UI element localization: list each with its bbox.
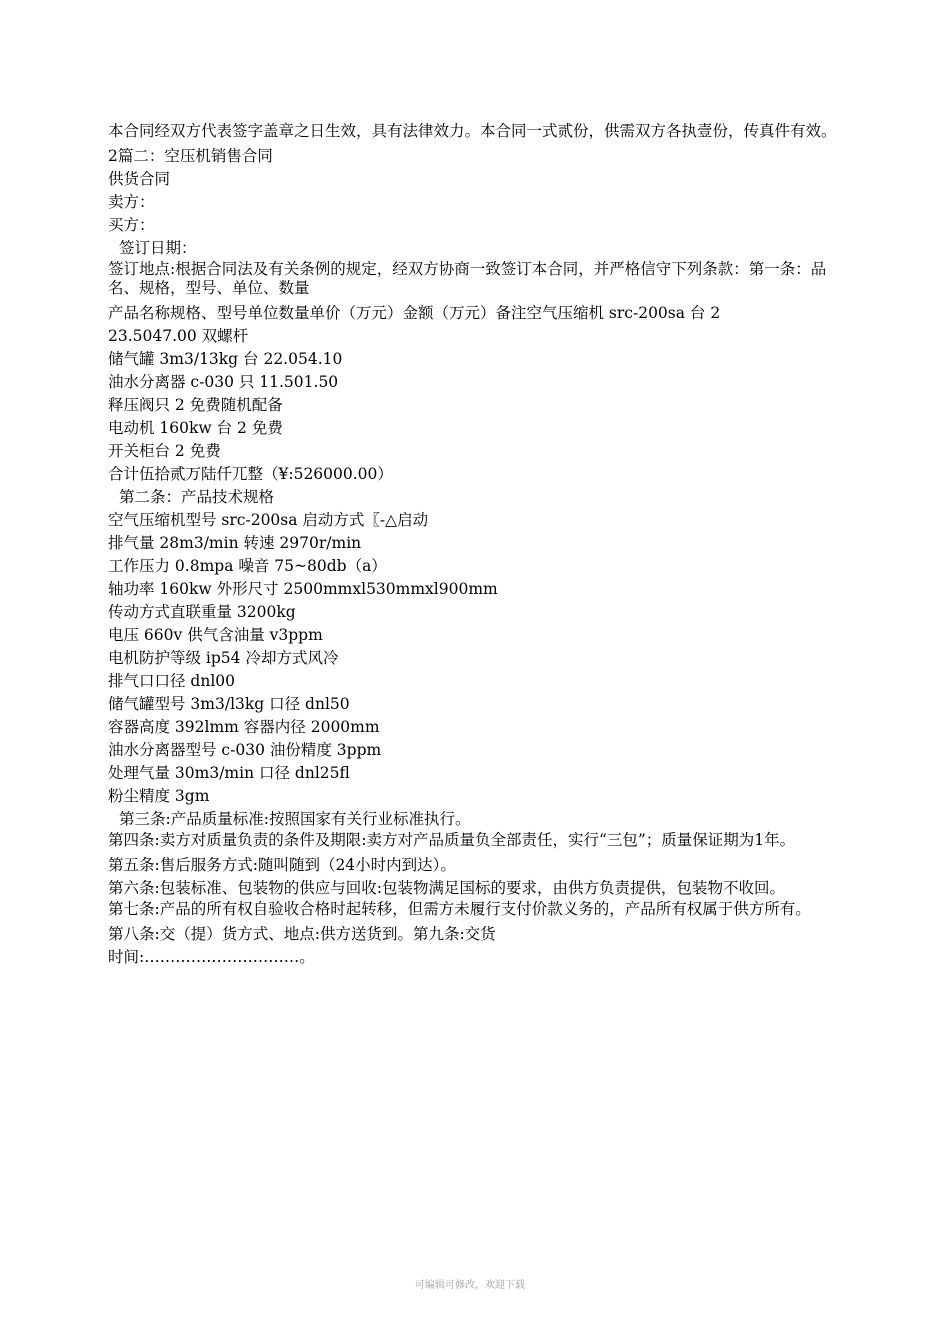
text-line: 处理气量 30m3/min 口径 dnl25fl — [108, 764, 350, 782]
text-line: 本合同经双方代表签字盖章之日生效，具有法律效力。本合同一式贰份，供需双方各执壹份，传真件有效。 — [108, 122, 837, 140]
text-line: 储气罐型号 3m3/l3kg 口径 dnl50 — [108, 695, 350, 713]
contract-title: 供货合同 — [108, 170, 171, 188]
buyer-field: 买方： — [108, 216, 155, 234]
sign-date-field: 签订日期： — [119, 239, 197, 257]
text-line: 第六条:包装标准、包装物的供应与回收:包装物满足国标的要求，由供方负责提供，包装物不收回。 — [108, 879, 785, 897]
text-line: 电压 660v 供气含油量 v3ppm — [108, 626, 323, 644]
article-heading: 第三条:产品质量标准:按照国家有关行业标准执行。 — [119, 810, 471, 828]
text-line: 排气量 28m3/min 转速 2970r/min — [108, 534, 362, 552]
text-line: 储气罐 3m3/13kg 台 22.054.10 — [108, 350, 343, 368]
text-line: 空气压缩机型号 src-200sa 启动方式〖-△启动 — [108, 511, 429, 529]
text-line: 释压阀只 2 免费随机配备 — [108, 396, 283, 414]
text-line: 第八条:交（提）货方式、地点:供方送货到。第九条:交货 — [108, 925, 496, 943]
text-line: 排气口口径 dnl00 — [108, 672, 236, 690]
text-line: 油水分离器型号 c-030 油份精度 3ppm — [108, 741, 382, 759]
text-line: 传动方式直联重量 3200kg — [108, 603, 296, 621]
text-line: 时间:…………………………。 — [108, 948, 315, 966]
seller-field: 卖方： — [108, 193, 155, 211]
text-line: 产品名称规格、型号单位数量单价（万元）金额（万元）备注空气压缩机 src-200sa 台 2 — [108, 304, 721, 322]
text-line: 电机防护等级 ip54 冷却方式风冷 — [108, 649, 339, 667]
text-line: 签订地点:根据合同法及有关条例的规定，经双方协商一致签订本合同，并严格信守下列条款：第一条：品名、规格，型号、单位、数量 — [108, 260, 827, 297]
text-line: 轴功率 160kw 外形尺寸 2500mmxl530mmxl900mm — [108, 580, 498, 598]
text-line: 油水分离器 c-030 只 11.501.50 — [108, 373, 339, 391]
text-line: 23.5047.00 双螺杆 — [108, 327, 249, 345]
text-line: 开关柜台 2 免费 — [108, 442, 221, 460]
section-heading: 2篇二：空压机销售合同 — [108, 147, 273, 165]
text-line: 工作压力 0.8mpa 噪音 75~80db（a） — [108, 557, 387, 575]
document-body — [108, 122, 848, 969]
text-line: 第五条:售后服务方式:随叫随到（24小时内到达）。 — [108, 856, 456, 874]
text-line: 合计伍拾贰万陆仟兀整（¥:526000.00） — [108, 465, 393, 483]
text-line: 粉尘精度 3gm — [108, 787, 210, 805]
text-line: 第四条:卖方对质量负责的条件及期限:卖方对产品质量负全部责任，实行“三包”；质量保证期为1年。 — [108, 831, 796, 849]
text-line: 容器高度 392lmm 容器内径 2000mm — [108, 718, 380, 736]
footer-note: 可编辑可修改，欢迎下载 — [415, 1280, 525, 1291]
text-line: 电动机 160kw 台 2 免费 — [108, 419, 283, 437]
article-heading: 第二条：产品技术规格 — [119, 488, 275, 506]
text-line: 第七条:产品的所有权自验收合格时起转移，但需方未履行支付价款义务的，产品所有权属于供方所有。 — [108, 900, 811, 918]
